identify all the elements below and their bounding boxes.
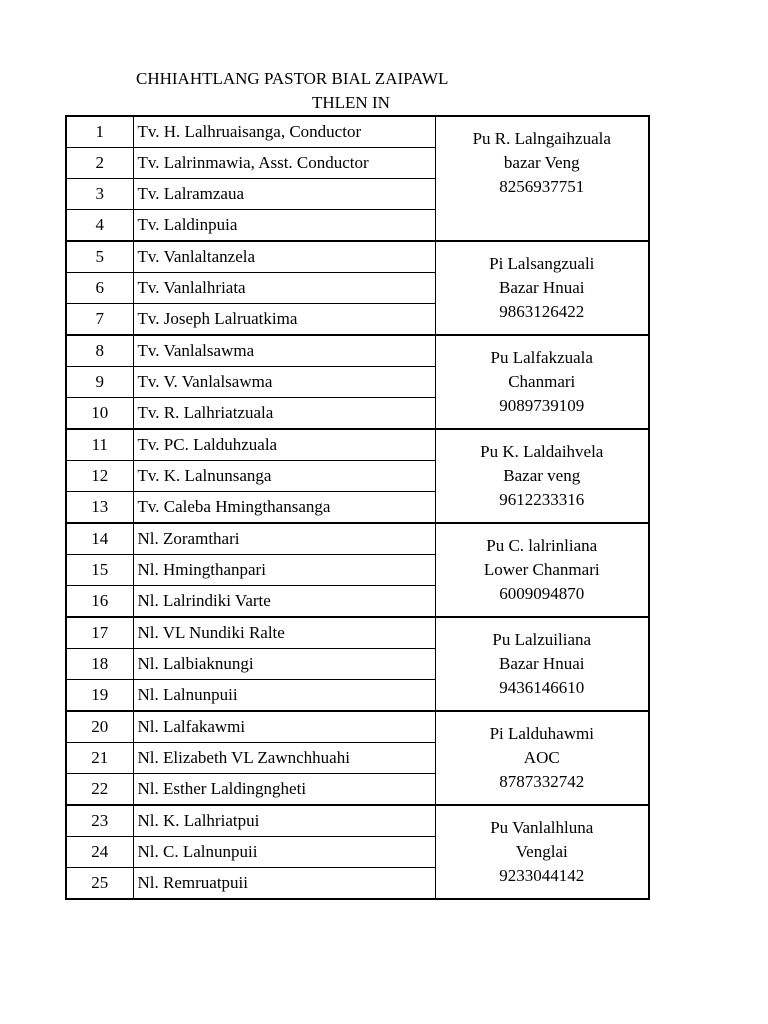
member-name: Nl. VL Nundiki Ralte	[133, 617, 435, 649]
host-name: Pu K. Laldaihvela	[480, 442, 604, 461]
member-name: Nl. Zoramthari	[133, 523, 435, 555]
member-name: Nl. Remruatpuii	[133, 868, 435, 900]
host-locality: Lower Chanmari	[483, 560, 600, 579]
host-name: Pu Vanlalhluna	[490, 818, 594, 837]
member-number: 13	[66, 492, 133, 524]
member-number: 20	[66, 711, 133, 743]
member-number: 5	[66, 241, 133, 273]
host-contact	[435, 617, 649, 711]
member-number: 18	[66, 649, 133, 680]
table-row	[66, 335, 649, 367]
member-name: Tv. Joseph Lalruatkima	[133, 304, 435, 336]
member-number: 23	[66, 805, 133, 837]
member-name: Tv. Laldinpuia	[133, 210, 435, 242]
member-name: Nl. K. Lalhriatpui	[133, 805, 435, 837]
member-name: Tv. Vanlalsawma	[133, 335, 435, 367]
document-title: CHHIAHTLANG PASTOR BIAL ZAIPAWL	[136, 69, 449, 88]
member-number: 22	[66, 774, 133, 806]
host-contact	[435, 335, 649, 429]
host-name: Pi Lalsangzuali	[489, 254, 595, 273]
host-name: Pu Lalzuiliana	[492, 630, 592, 649]
host-phone: 9436146610	[499, 678, 585, 697]
member-number: 8	[66, 335, 133, 367]
member-number: 11	[66, 429, 133, 461]
member-number: 15	[66, 555, 133, 586]
member-name: Nl. Lalrindiki Varte	[133, 586, 435, 618]
member-name: Tv. PC. Lalduhzuala	[133, 429, 435, 461]
member-number: 7	[66, 304, 133, 336]
member-name: Nl. C. Lalnunpuii	[133, 837, 435, 868]
member-name: Nl. Lalbiaknungi	[133, 649, 435, 680]
host-locality: Chanmari	[508, 372, 576, 391]
table-row	[66, 241, 649, 273]
host-locality: bazar Veng	[503, 153, 580, 172]
member-number: 6	[66, 273, 133, 304]
member-number: 1	[66, 116, 133, 148]
member-number: 14	[66, 523, 133, 555]
member-number: 4	[66, 210, 133, 242]
host-phone: 9089739109	[499, 396, 585, 415]
host-locality: Venglai	[515, 842, 568, 861]
document-subtitle: THLEN IN	[312, 93, 390, 112]
host-name: Pu Lalfakzuala	[490, 348, 593, 367]
host-contact	[435, 429, 649, 523]
host-phone: 9863126422	[499, 302, 585, 321]
member-name: Nl. Lalfakawmi	[133, 711, 435, 743]
member-name: Tv. K. Lalnunsanga	[133, 461, 435, 492]
table-row	[66, 805, 649, 837]
host-contact	[435, 241, 649, 335]
member-name: Tv. Lalrinmawia, Asst. Conductor	[133, 148, 435, 179]
host-phone: 8256937751	[499, 177, 585, 196]
host-locality: AOC	[523, 748, 560, 767]
host-phone: 8787332742	[499, 772, 585, 791]
member-name: Tv. V. Vanlalsawma	[133, 367, 435, 398]
roster-body	[66, 116, 649, 899]
member-number: 16	[66, 586, 133, 618]
host-name: Pi Lalduhawmi	[489, 724, 594, 743]
host-phone: 9612233316	[499, 490, 585, 509]
member-number: 10	[66, 398, 133, 430]
host-contact	[435, 116, 649, 241]
member-name: Tv. Vanlalhriata	[133, 273, 435, 304]
host-locality: Bazar Hnuai	[499, 278, 585, 297]
member-number: 3	[66, 179, 133, 210]
member-name: Tv. Vanlaltanzela	[133, 241, 435, 273]
member-name: Nl. Lalnunpuii	[133, 680, 435, 712]
host-contact	[435, 805, 649, 899]
host-name: Pu C. lalrinliana	[486, 536, 598, 555]
table-row	[66, 617, 649, 649]
table-row	[66, 116, 649, 148]
table-row	[66, 429, 649, 461]
member-number: 2	[66, 148, 133, 179]
member-name: Nl. Esther Laldingngheti	[133, 774, 435, 806]
roster-table	[65, 115, 650, 900]
member-name: Tv. Lalramzaua	[133, 179, 435, 210]
member-number: 9	[66, 367, 133, 398]
host-contact	[435, 523, 649, 617]
member-name: Tv. R. Lalhriatzuala	[133, 398, 435, 430]
host-name: Pu R. Lalngaihzuala	[472, 129, 611, 148]
member-number: 19	[66, 680, 133, 712]
member-name: Tv. H. Lalhruaisanga, Conductor	[133, 116, 435, 148]
member-name: Nl. Hmingthanpari	[133, 555, 435, 586]
member-number: 12	[66, 461, 133, 492]
member-name: Tv. Caleba Hmingthansanga	[133, 492, 435, 524]
member-number: 17	[66, 617, 133, 649]
host-phone: 9233044142	[499, 866, 585, 885]
table-row	[66, 523, 649, 555]
host-locality: Bazar Hnuai	[499, 654, 585, 673]
member-number: 21	[66, 743, 133, 774]
member-name: Nl. Elizabeth VL Zawnchhuahi	[133, 743, 435, 774]
host-phone: 6009094870	[499, 584, 585, 603]
host-locality: Bazar veng	[503, 466, 581, 485]
member-number: 25	[66, 868, 133, 900]
host-contact	[435, 711, 649, 805]
table-row	[66, 711, 649, 743]
member-number: 24	[66, 837, 133, 868]
